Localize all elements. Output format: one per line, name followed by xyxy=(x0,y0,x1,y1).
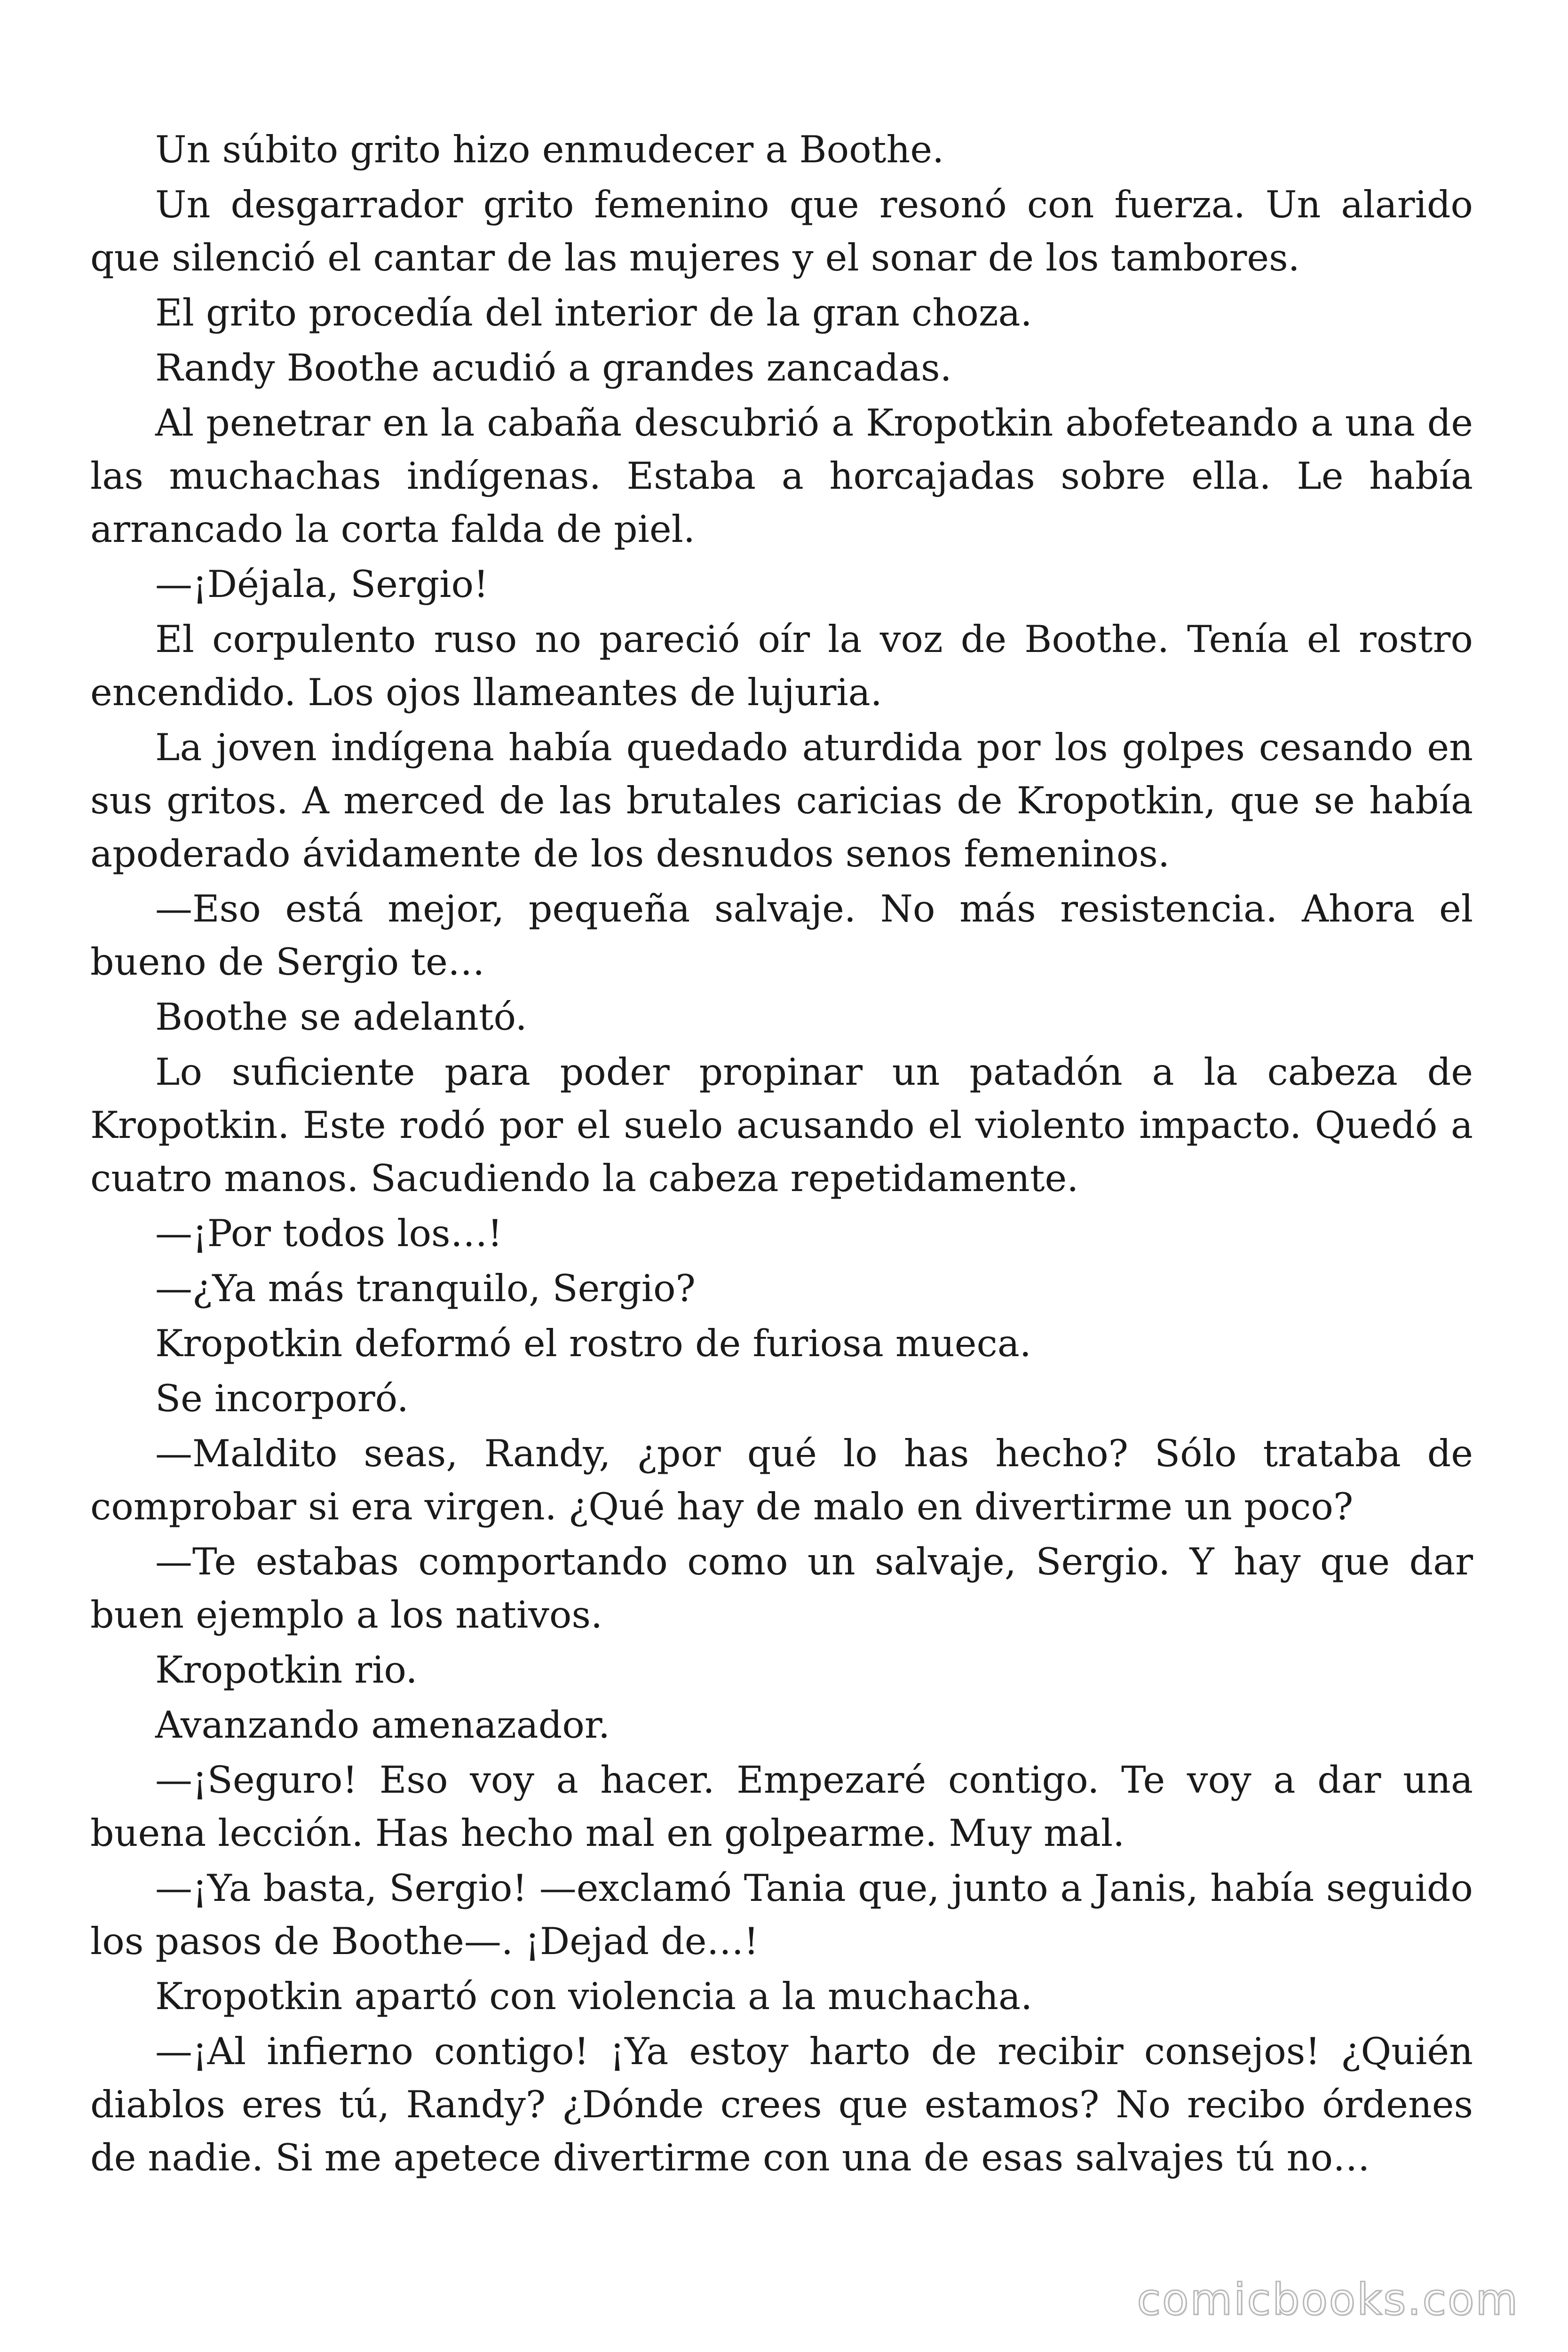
paragraph: Boothe se adelantó. xyxy=(155,995,527,1039)
paragraph: Un desgarrador grito femenino que resonó con fuerza. Un alarido que silenció el cantar de las mujeres y el sonar de los tambores. xyxy=(90,183,1473,279)
paragraph: —Maldito seas, Randy, ¿por qué lo has hecho? Sólo trataba de comprobar si era virgen. ¿Qué hay de malo en divertirme un poco? xyxy=(90,1432,1473,1528)
paragraph: Lo suficiente para poder propinar un patadón a la cabeza de Kropotkin. Este rodó por el suelo acusando el violento impacto. Quedó a cuatro manos. Sacudiendo la cabeza repetidamente. xyxy=(90,1050,1473,1200)
paragraph: —¡Seguro! Eso voy a hacer. Empezaré contigo. Te voy a dar una buena lección. Has hecho mal en golpearme. Muy mal. xyxy=(90,1758,1473,1855)
watermark: comicbooks.com xyxy=(1137,2274,1519,2325)
paragraph: —¡Al infierno contigo! ¡Ya estoy harto de recibir consejos! ¿Quién diablos eres tú, Randy? ¿Dónde crees que estamos? No recibo órdenes de nadie. Si me apetece divertirme con una de esas salvajes tú no… xyxy=(90,2030,1473,2179)
paragraph: Kropotkin apartó con violencia a la muchacha. xyxy=(155,1975,1033,2018)
paragraph: —Te estabas comportando como un salvaje, Sergio. Y hay que dar buen ejemplo a los nativos. xyxy=(90,1540,1473,1637)
paragraph: Al penetrar en la cabaña descubrió a Kropotkin abofeteando a una de las muchachas indígenas. Estaba a horcajadas sobre ella. Le había arrancado la corta falda de piel. xyxy=(90,401,1473,551)
paragraph: El grito procedía del interior de la gran choza. xyxy=(155,291,1032,334)
paragraph: El corpulento ruso no pareció oír la voz de Boothe. Tenía el rostro encendido. Los ojos llameantes de lujuria. xyxy=(90,618,1473,714)
paragraph: Un súbito grito hizo enmudecer a Boothe. xyxy=(155,128,944,171)
page-text xyxy=(90,123,1473,2186)
paragraph: Kropotkin deformó el rostro de furiosa mueca. xyxy=(155,1322,1031,1365)
paragraph: Kropotkin rio. xyxy=(155,1648,418,1692)
paragraph: Avanzando amenazador. xyxy=(155,1703,610,1747)
paragraph: —¿Ya más tranquilo, Sergio? xyxy=(155,1267,696,1310)
paragraph: —¡Déjala, Sergio! xyxy=(155,563,489,606)
paragraph: La joven indígena había quedado aturdida por los golpes cesando en sus gritos. A merced de las brutales caricias de Kropotkin, que se había apoderado ávidamente de los desnudos senos femeninos. xyxy=(90,726,1473,875)
paragraph: Randy Boothe acudió a grandes zancadas. xyxy=(155,346,952,389)
paragraph: —Eso está mejor, pequeña salvaje. No más resistencia. Ahora el bueno de Sergio te… xyxy=(90,887,1473,984)
paragraph: —¡Por todos los…! xyxy=(155,1212,503,1255)
paragraph: Se incorporó. xyxy=(155,1377,409,1420)
paragraph: —¡Ya basta, Sergio! —exclamó Tania que, junto a Janis, había seguido los pasos de Boothe—. ¡Dejad de…! xyxy=(90,1867,1473,1963)
